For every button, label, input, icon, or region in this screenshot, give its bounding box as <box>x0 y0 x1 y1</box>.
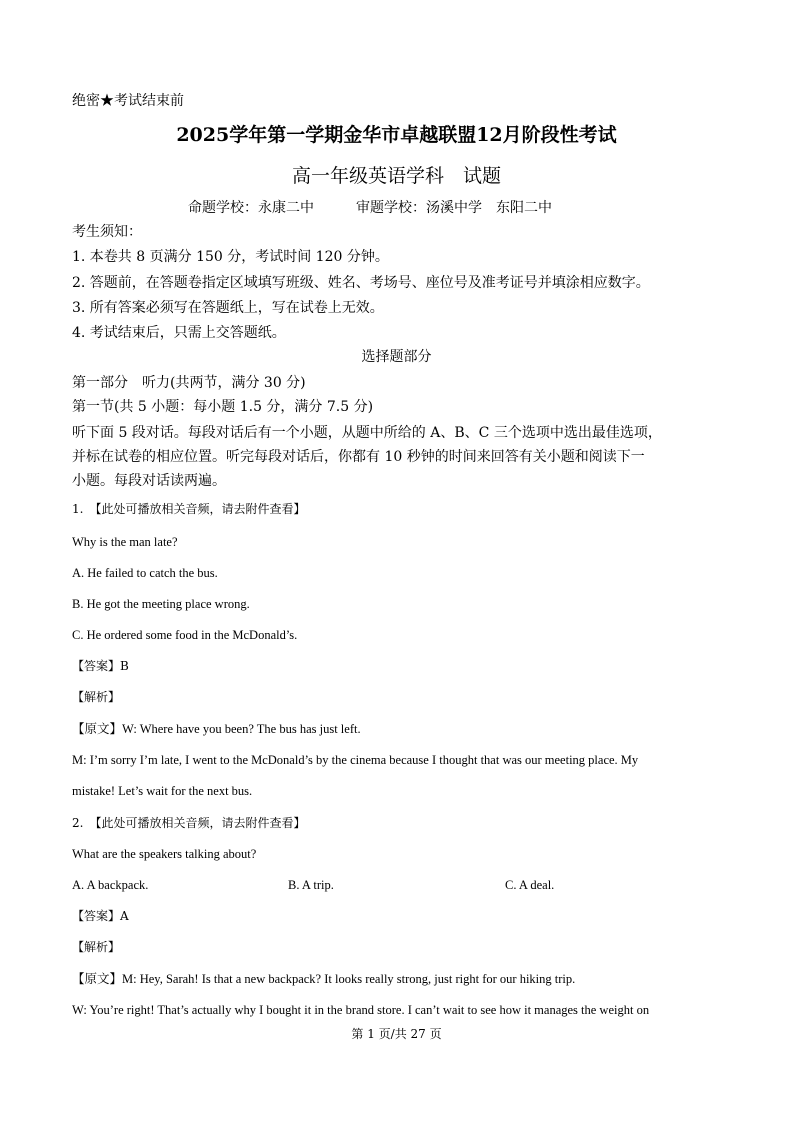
notice-heading: 考生须知： <box>72 224 142 240</box>
q2-header: 2. 【此处可播放相关音频，请去附件查看】 <box>72 816 306 830</box>
q2-question: What are the speakers talking about? <box>72 847 257 861</box>
q1-analysis: 【解析】 <box>72 690 121 704</box>
page-footer: 第 1 页/共 27 页 <box>351 1027 442 1041</box>
notice-item: 4. 考试结束后，只需上交答题纸。 <box>72 325 286 341</box>
q1-transcript: 【原文】W: Where have you been? The bus has just left. <box>72 722 361 736</box>
section-label: 选择题部分 <box>361 349 432 365</box>
q1-transcript: M: I’m sorry I’m late, I went to the McDonald’s by the cinema because I thought that was our meeting place. My <box>72 753 639 767</box>
secret-label: 绝密★考试结束前 <box>72 93 184 109</box>
q1-transcript: mistake! Let’s wait for the next bus. <box>72 784 253 798</box>
q2-answer: 【答案】A <box>72 909 129 923</box>
exam-subtitle: 高一年级英语学科 试题 <box>291 165 501 187</box>
instructions-line: 并标在试卷的相应位置。听完每段对话后，你都有 10 秒钟的时间来回答有关小题和阅读下一 <box>72 449 645 465</box>
notice-item: 1. 本卷共 8 页满分 150 分，考试时间 120 分钟。 <box>72 249 389 265</box>
school-info: 命题学校：永康二中 审题学校：汤溪中学 东阳二中 <box>188 200 552 216</box>
q2-transcript: 【原文】M: Hey, Sarah! Is that a new backpack? It looks really strong, just right for our hiking trip. <box>72 972 576 986</box>
q1-answer: 【答案】B <box>72 659 129 673</box>
q1-question: Why is the man late? <box>72 535 178 549</box>
q2-option-a: A. A backpack. <box>72 878 149 892</box>
q2-option-b: B. A trip. <box>288 878 334 892</box>
part1-heading: 第一部分 听力(共两节，满分 30 分) <box>72 375 306 391</box>
q1-option-b: B. He got the meeting place wrong. <box>72 597 250 611</box>
q1-option-a: A. He failed to catch the bus. <box>72 566 218 580</box>
instructions-line: 小题。每段对话读两遍。 <box>72 473 226 489</box>
q2-transcript: W: You’re right! That’s actually why I bought it in the brand store. I can’t wait to see how it manages the weight on <box>72 1003 650 1017</box>
q2-analysis: 【解析】 <box>72 940 121 954</box>
instructions-line: 听下面 5 段对话。每段对话后有一个小题，从题中所给的 A、B、C 三个选项中选出最佳选项， <box>72 425 662 441</box>
q1-header: 1. 【此处可播放相关音频，请去附件查看】 <box>72 502 306 516</box>
sub1-heading: 第一节(共 5 小题：每小题 1.5 分，满分 7.5 分) <box>72 399 374 415</box>
notice-item: 2. 答题前，在答题卷指定区域填写班级、姓名、考场号、座位号及准考证号并填涂相应数字。 <box>72 275 650 291</box>
q2-option-c: C. A deal. <box>505 878 555 892</box>
exam-title: 2025学年第一学期金华市卓越联盟12月阶段性考试 <box>176 124 617 146</box>
q1-option-c: C. He ordered some food in the McDonald’s. <box>72 628 298 642</box>
notice-item: 3. 所有答案必须写在答题纸上，写在试卷上无效。 <box>72 300 384 316</box>
